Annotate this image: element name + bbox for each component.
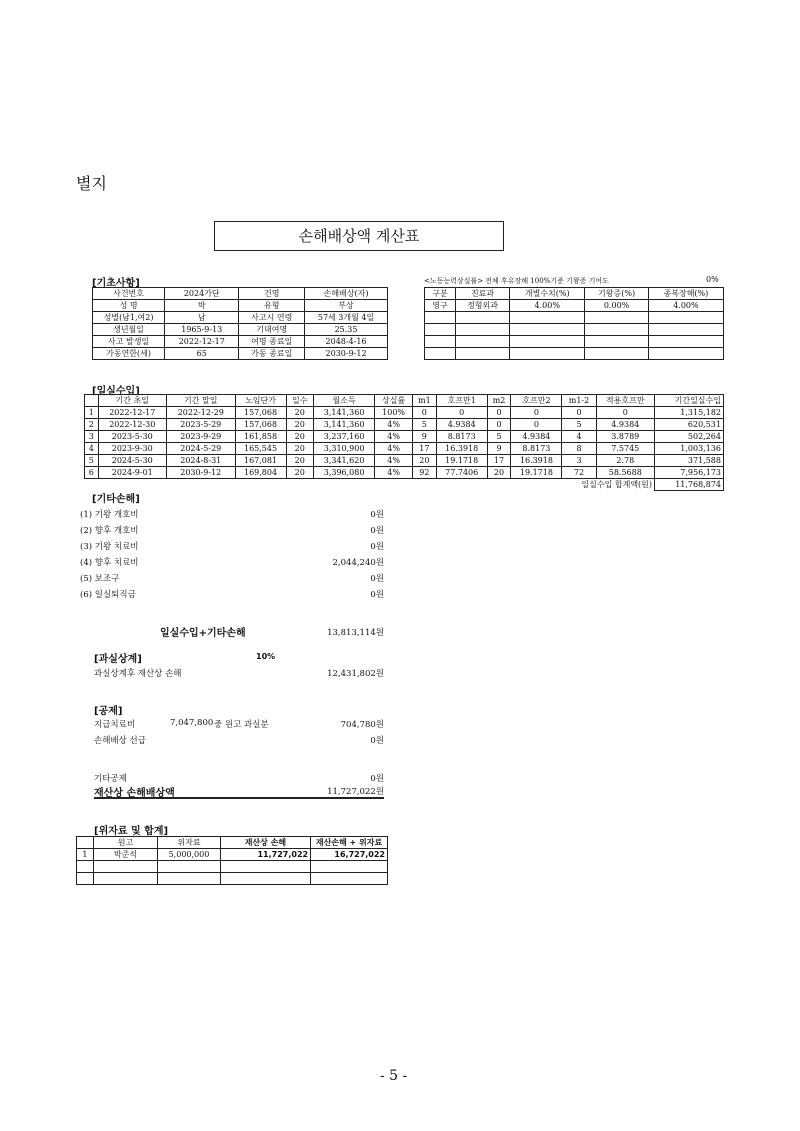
lost-income-cell: 4% [375,431,413,443]
basic-cell: 여명 종료일 [239,336,305,348]
consolation-cell: 1 [77,849,94,861]
lost-income-cell: 20 [286,467,313,479]
lost-income-cell: 3 [562,455,596,467]
lost-income-cell: 2030-9-12 [167,467,236,479]
deduction-line1-label: 지급치료비 [94,720,136,730]
consolation-cell [93,861,157,873]
lost-income-cell: 16.3918 [511,455,562,467]
basic-cell: 사고 발생일 [93,336,165,348]
disability-cell [455,324,509,336]
other-damage-label: (6) 일실퇴직금 [80,590,136,600]
lost-income-cell: 3,341,620 [313,455,374,467]
consolation-cell [77,861,94,873]
basic-cell: 부상 [305,300,388,312]
other-damage-value: 0원 [370,510,384,520]
lost-income-row [85,443,724,455]
lost-income-cell: 일수 [286,395,313,407]
lost-income-cell: 0 [487,407,511,419]
lost-income-cell: 8.8173 [511,443,562,455]
lost-income-cell: 157,068 [235,419,286,431]
disability-cell [455,312,509,324]
lost-income-cell: 3.8789 [596,431,654,443]
doc-label: 별지 [76,174,107,193]
negligence-label: 과실상계후 재산상 손해 [94,669,182,679]
lost-income-cell: 4 [85,443,99,455]
basic-row [93,348,388,360]
basic-cell: 1965-9-13 [165,324,239,336]
basic-heading: [기초사항] [92,278,140,289]
lost-income-cell: 3 [85,431,99,443]
lost-income-cell: 2.78 [596,455,654,467]
lost-income-cell: 0 [562,407,596,419]
disability-cell [585,312,648,324]
other-damage-label: (5) 보조구 [80,574,120,584]
lost-income-cell: m1 [412,395,436,407]
deduction-result-row [94,784,384,799]
lost-income-cell: 기간 말일 [167,395,236,407]
lost-income-cell: 월소득 [313,395,374,407]
deduction-heading: [공제] [94,706,123,717]
basic-cell: 건명 [239,288,305,300]
negligence-heading: [과실상계] [94,654,142,665]
lost-income-cell: 3,141,360 [313,407,374,419]
other-damage-value: 0원 [370,590,384,600]
lost-income-cell: 20 [286,443,313,455]
lost-income-cell: 3,310,900 [313,443,374,455]
lost-income-cell: 0 [436,407,487,419]
lost-income-cell: 5 [487,431,511,443]
basic-cell: 성 명 [93,300,165,312]
consolation-cell [220,873,310,885]
disability-row [425,336,724,348]
lost-income-cell: 2024-5-29 [167,443,236,455]
other-damage-label: (2) 향후 개호비 [80,526,139,536]
lost-income-cell: 0 [511,407,562,419]
lost-income-row [85,455,724,467]
lost-income-cell: 0 [487,419,511,431]
disability-cell [648,348,723,360]
disability-row [425,324,724,336]
lost-income-cell: 8 [562,443,596,455]
consolation-cell [311,873,388,885]
consolation-cell [220,861,310,873]
basic-cell: 손해배상(자) [305,288,388,300]
consolation-cell: 11,727,022 [220,849,310,861]
disability-cell [648,312,723,324]
lost-income-cell: 2023-5-29 [167,419,236,431]
lost-income-cell: 7,956,173 [655,467,724,479]
lost-income-cell: 165,545 [235,443,286,455]
lost-income-header-row [85,395,724,407]
lost-income-cell: 6 [85,467,99,479]
basic-row [93,336,388,348]
deduction-result-label: 재산상 손해배상액 [94,788,175,799]
lost-income-cell: 2024-8-31 [167,455,236,467]
basic-row [93,324,388,336]
deduction-line1-value: 704,780원 [340,720,384,730]
basic-cell: 생년월일 [93,324,165,336]
lost-income-cell: m2 [487,395,511,407]
other-damage-value: 0원 [370,542,384,552]
disability-cell [455,348,509,360]
lost-income-cell: 2022-12-30 [98,419,167,431]
lost-income-cell: 2022-12-17 [98,407,167,419]
lost-income-row [85,407,724,419]
lost-income-cell: 167,081 [235,455,286,467]
disability-header-row [425,288,724,300]
lost-income-cell: 20 [487,467,511,479]
other-damage-value: 2,044,240원 [332,558,384,568]
basic-cell: 65 [165,348,239,360]
other-damage-label: (3) 기왕 치료비 [80,542,139,552]
negligence-value: 12,431,802원 [327,669,384,679]
lost-income-cell: 1 [85,407,99,419]
lost-income-cell: 3,396,080 [313,467,374,479]
lost-income-cell: 19.1718 [511,467,562,479]
lost-income-heading: [일실수입] [92,386,140,397]
basic-cell: 사고시 연령 [239,312,305,324]
disability-cell [510,348,585,360]
disability-cell [585,348,648,360]
consolation-row [77,873,388,885]
lost-income-cell: 2022-12-29 [167,407,236,419]
disability-cell [425,312,456,324]
lost-income-cell: 2 [85,419,99,431]
consolation-cell: 5,000,000 [158,849,221,861]
disability-cell [425,336,456,348]
consolation-cell [158,861,221,873]
lost-income-cell: 9 [412,431,436,443]
lost-income-cell: 3,141,360 [313,419,374,431]
other-damage-value: 0원 [370,574,384,584]
disability-cell [510,324,585,336]
page-number: - 5 - [380,1068,408,1084]
lost-income-cell: 19.1718 [436,455,487,467]
lost-income-cell: 620,531 [655,419,724,431]
consolation-row [77,849,388,861]
lost-income-cell: 4.9384 [511,431,562,443]
lost-income-cell: 169,804 [235,467,286,479]
lost-income-cell: 17 [412,443,436,455]
disability-cell: 종복장해(%) [648,288,723,300]
lost-income-cell: 노임단가 [235,395,286,407]
lost-income-cell: 2023-5-30 [98,431,167,443]
lost-income-cell: 2023-9-29 [167,431,236,443]
disability-cell: 0.00% [585,300,648,312]
lost-income-cell: m1-2 [562,395,596,407]
other-damage-value: 0원 [370,526,384,536]
basic-cell: 가동 종료일 [239,348,305,360]
lost-income-cell: 4% [375,419,413,431]
disability-cell [510,312,585,324]
lost-income-cell [85,395,99,407]
disability-cell [455,336,509,348]
lost-income-cell: 7.5745 [596,443,654,455]
lost-income-cell: 1,315,182 [655,407,724,419]
consolation-cell: 위자료 [158,837,221,849]
negligence-rate: 10% [256,652,276,661]
basic-table [92,287,388,360]
consolation-table [76,836,388,885]
basic-cell: 57세 3개월 4일 [305,312,388,324]
disability-cell [585,336,648,348]
consolation-header-row [77,837,388,849]
lost-income-cell: 502,264 [655,431,724,443]
basic-cell: 25.35 [305,324,388,336]
disability-table [424,287,724,360]
lost-income-cell: 기간일실수입 [655,395,724,407]
lost-income-cell: 0 [596,407,654,419]
lost-income-cell: 100% [375,407,413,419]
lost-income-cell: 5 [85,455,99,467]
basic-cell: 2030-9-12 [305,348,388,360]
deduction-line2-value: 0원 [370,736,384,746]
lost-income-cell: 4.9384 [436,419,487,431]
deduction-line1-note: 중 원고 과실분 [214,720,269,730]
deduction-result-value: 11,727,022원 [327,787,384,797]
basic-cell: 남 [165,312,239,324]
lost-income-cell: 4% [375,443,413,455]
lost-income-cell: 371,588 [655,455,724,467]
disability-cell: 영구 [425,300,456,312]
basic-cell: 유형 [239,300,305,312]
disability-row [425,312,724,324]
sum-value: 13,813,114원 [327,628,384,638]
lost-income-cell: 20 [286,407,313,419]
lost-income-cell: 4% [375,467,413,479]
lost-income-cell: 1,003,136 [655,443,724,455]
consolation-cell: 원고 [93,837,157,849]
consolation-heading: [위자료 및 합계] [94,826,169,837]
lost-income-cell: 5 [412,419,436,431]
disability-cell [425,324,456,336]
consolation-cell [77,873,94,885]
lost-income-cell: 4% [375,455,413,467]
disability-cell [648,336,723,348]
deduction-line2-label: 손해배상 선급 [94,736,146,746]
lost-income-cell: 20 [412,455,436,467]
consolation-cell [158,873,221,885]
consolation-cell [93,873,157,885]
lost-income-cell: 17 [487,455,511,467]
lost-income-cell: 157,068 [235,407,286,419]
other-damages-heading: [기타손해] [92,494,140,505]
other-damage-label: (4) 향후 치료비 [80,558,139,568]
consolation-cell [311,861,388,873]
disability-cell: 정형외과 [455,300,509,312]
consolation-cell: 재산손해 + 위자료 [311,837,388,849]
disability-note: <노동능력상실률> 전체 후유장해 100%기준 기왕증 기여도 [424,277,609,285]
lost-income-cell: 72 [562,467,596,479]
lost-income-cell: 20 [286,455,313,467]
lost-income-cell: 161,858 [235,431,286,443]
disability-note-value: 0% [706,275,719,284]
lost-income-cell: 기간 초일 [98,395,167,407]
lost-income-cell: 16.3918 [436,443,487,455]
disability-cell: 구분 [425,288,456,300]
lost-income-total-label: 일실수입 합계액(원) [581,480,653,490]
deduction-line1-amount: 7,047,800 [170,718,214,728]
disability-cell [648,324,723,336]
lost-income-cell: 0 [412,407,436,419]
lost-income-cell: 호프만1 [436,395,487,407]
basic-row [93,312,388,324]
lost-income-cell: 9 [487,443,511,455]
basic-cell: 성별(남1,여2) [93,312,165,324]
basic-row [93,288,388,300]
consolation-cell [77,837,94,849]
lost-income-cell: 20 [286,431,313,443]
lost-income-cell: 적용호프만 [596,395,654,407]
basic-cell: 가동연한(세) [93,348,165,360]
disability-cell [585,324,648,336]
disability-cell [510,336,585,348]
lost-income-table [84,394,724,491]
lost-income-cell: 상실률 [375,395,413,407]
lost-income-cell: 4 [562,431,596,443]
basic-cell: 2022-12-17 [165,336,239,348]
basic-cell: 사건번호 [93,288,165,300]
basic-row [93,300,388,312]
consolation-row [77,861,388,873]
consolation-cell: 16,727,022 [311,849,388,861]
disability-row [425,300,724,312]
other-damage-label: (1) 기왕 개호비 [80,510,139,520]
disability-cell: 진료과 [455,288,509,300]
basic-cell: 박 [165,300,239,312]
lost-income-cell: 58.5688 [596,467,654,479]
lost-income-cell: 2024-9-01 [98,467,167,479]
lost-income-cell: 8.8173 [436,431,487,443]
consolation-cell: 박준석 [93,849,157,861]
lost-income-row [85,467,724,479]
disability-cell [425,348,456,360]
lost-income-cell: 2023-9-30 [98,443,167,455]
disability-cell: 4.00% [648,300,723,312]
disability-cell: 개별수치(%) [510,288,585,300]
lost-income-cell: 20 [286,419,313,431]
lost-income-cell: 3,237,160 [313,431,374,443]
consolation-cell: 재산상 손해 [220,837,310,849]
lost-income-total-value: 11,768,874 [655,479,724,491]
lost-income-total-row [85,479,724,491]
disability-row [425,348,724,360]
basic-cell: 기대여명 [239,324,305,336]
lost-income-cell: 5 [562,419,596,431]
lost-income-cell: 0 [511,419,562,431]
title-box [214,221,504,251]
disability-cell: 4.00% [510,300,585,312]
lost-income-cell: 4.9384 [596,419,654,431]
basic-cell: 2024가단 [165,288,239,300]
lost-income-cell: 2024-5-30 [98,455,167,467]
lost-income-cell: 92 [412,467,436,479]
deduction-line3-label: 기타공제 [94,774,127,784]
deduction-line3-value: 0원 [370,774,384,784]
lost-income-row [85,431,724,443]
page-title: 손해배상액 계산표 [298,227,420,245]
lost-income-row [85,419,724,431]
disability-cell: 기왕증(%) [585,288,648,300]
basic-cell: 2048-4-16 [305,336,388,348]
sum-label: 일실수입+기타손해 [160,628,246,639]
lost-income-cell: 77.7406 [436,467,487,479]
lost-income-cell: 호프만2 [511,395,562,407]
